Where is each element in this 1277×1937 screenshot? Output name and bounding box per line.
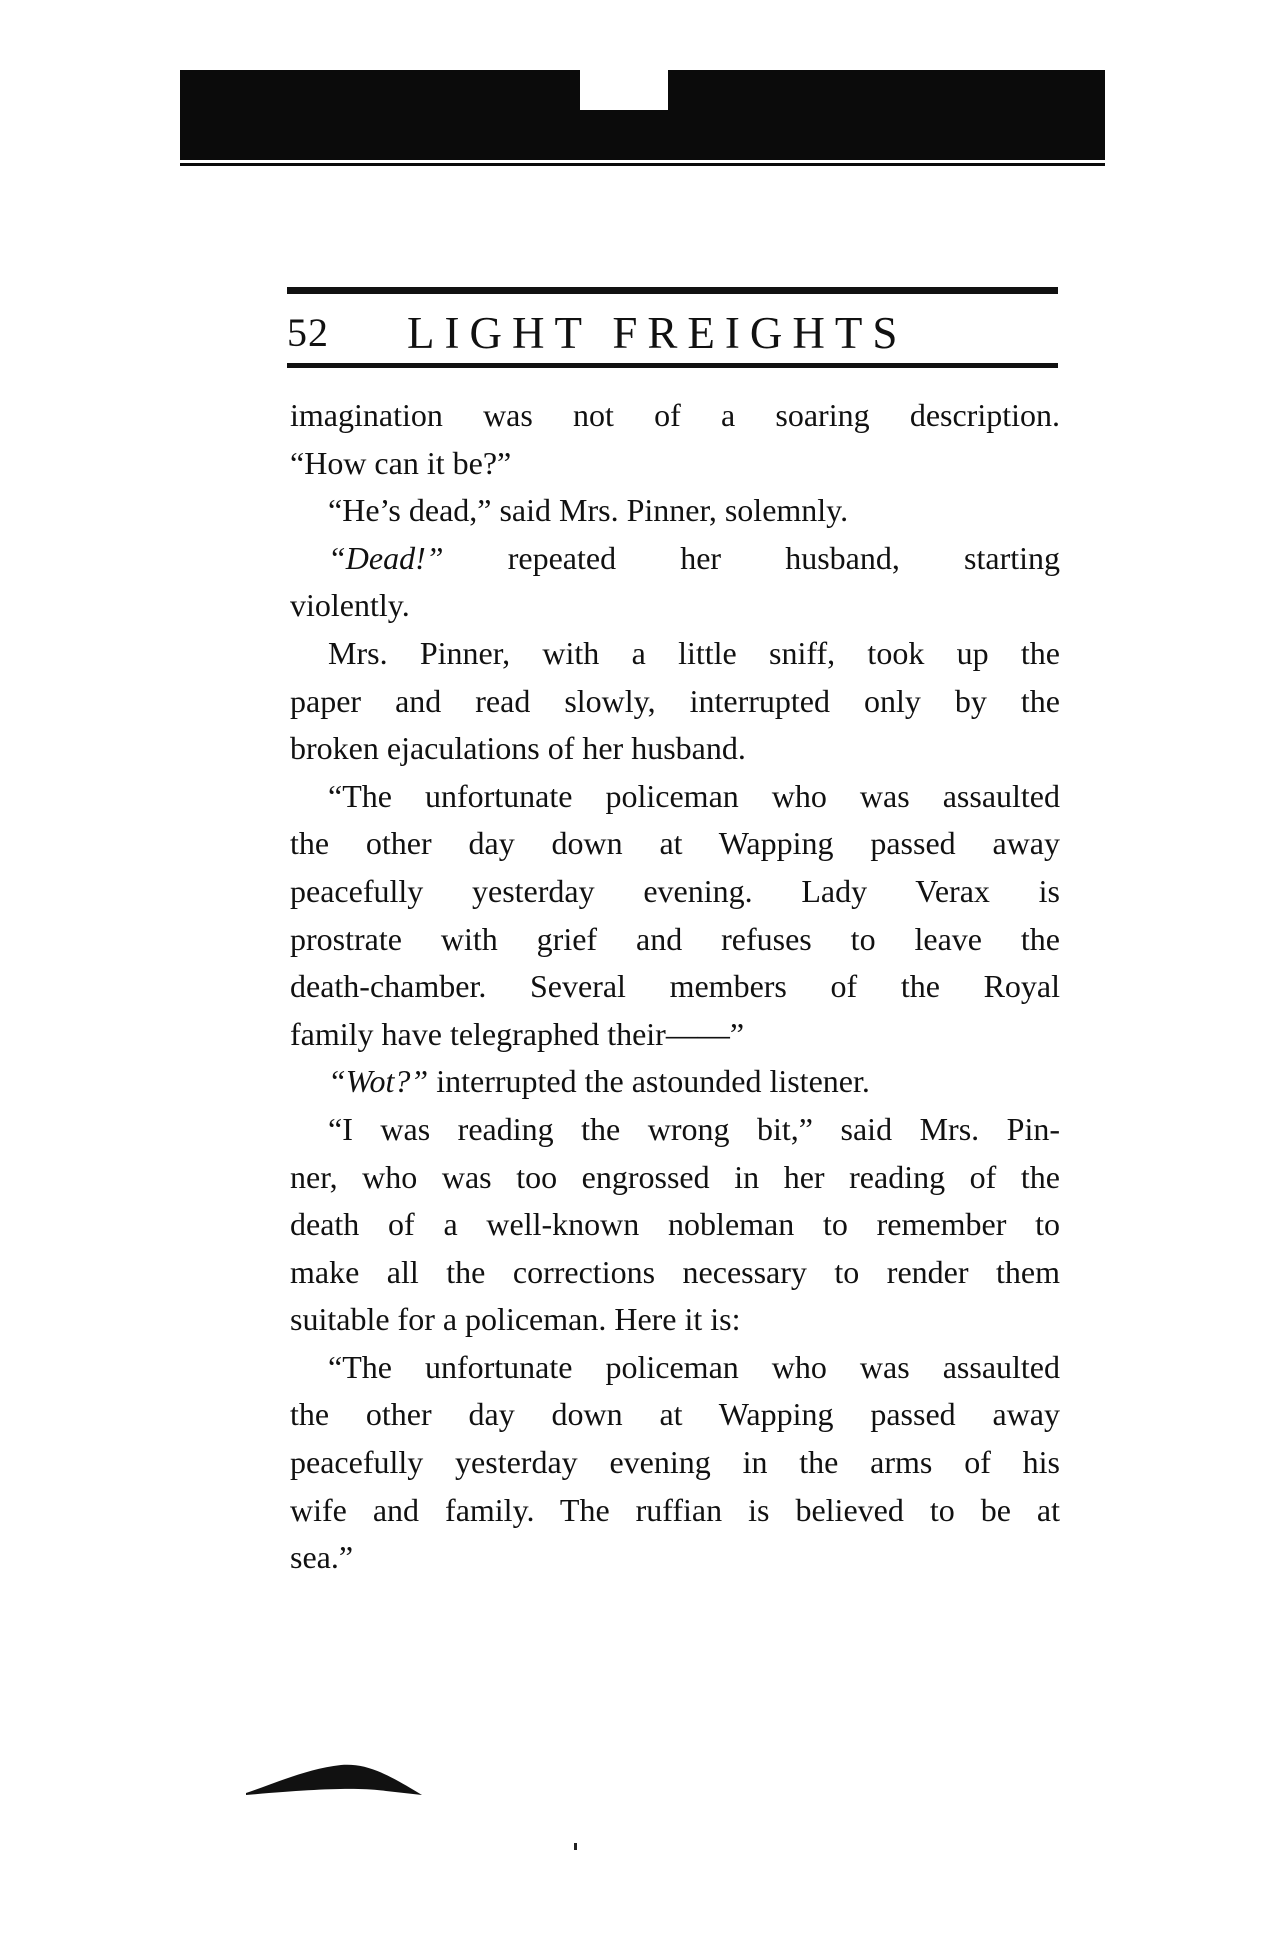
text-line: “I was reading the wrong bit,” said Mrs. Pin- xyxy=(328,1110,1060,1147)
text-line: family have telegraphed their——” xyxy=(290,1015,745,1052)
text-line: “The unfortunate policeman who was assaulted xyxy=(328,777,1060,814)
text-line: paper and read slowly, interrupted only by the xyxy=(290,682,1060,719)
text-line: death-chamber. Several members of the Royal xyxy=(290,968,1060,1005)
text-line: death of a well-known nobleman to remember to xyxy=(290,1206,1060,1243)
text-line: prostrate with grief and refuses to leave the xyxy=(290,920,1060,957)
text-line: imagination was not of a soaring description. xyxy=(290,397,1060,433)
text-line: broken ejaculations of her husband. xyxy=(290,730,746,767)
text-line: ner, who was too engrossed in her reading of the xyxy=(290,1158,1060,1195)
running-title: LIGHT FREIGHTS xyxy=(407,308,908,358)
page-number: 52 xyxy=(287,310,329,355)
text-line: make all the corrections necessary to render them xyxy=(290,1253,1060,1290)
text-line: “The unfortunate policeman who was assaulted xyxy=(328,1348,1060,1385)
text-line-mixed xyxy=(290,535,1060,583)
italic-exclamation: “Dead!” xyxy=(328,539,444,576)
text-line-remainder: repeated her husband, starting xyxy=(443,539,1060,576)
top-bar-notch xyxy=(580,70,668,110)
text-line: peacefully yesterday evening. Lady Verax is xyxy=(290,872,1060,909)
text-line: Mrs. Pinner, with a little sniff, took up the xyxy=(328,634,1060,671)
top-bar-edge xyxy=(180,163,1105,166)
top-black-bar xyxy=(180,70,1105,160)
italic-question: “Wot?” xyxy=(328,1063,429,1100)
text-line-mixed xyxy=(290,1058,1060,1106)
text-line: “He’s dead,” said Mrs. Pinner, solemnly. xyxy=(328,492,849,529)
header-top-rule xyxy=(287,287,1058,294)
text-line: “How can it be?” xyxy=(290,444,512,481)
text-line: the other day down at Wapping passed away xyxy=(290,1396,1060,1433)
text-line: wife and family. The ruffian is believed to be at xyxy=(290,1491,1060,1528)
text-line: violently. xyxy=(290,587,410,624)
header-bottom-rule xyxy=(287,363,1058,368)
text-line: the other day down at Wapping passed away xyxy=(290,825,1060,862)
ink-smudge-mark xyxy=(246,1757,422,1797)
ink-speck xyxy=(574,1843,577,1850)
text-line: sea.” xyxy=(290,1539,354,1576)
text-line: peacefully yesterday evening in the arms of his xyxy=(290,1444,1060,1481)
text-line: suitable for a policeman. Here it is: xyxy=(290,1301,741,1338)
text-line-remainder: interrupted the astounded listener. xyxy=(428,1063,870,1100)
page-body-text xyxy=(290,392,1060,1582)
